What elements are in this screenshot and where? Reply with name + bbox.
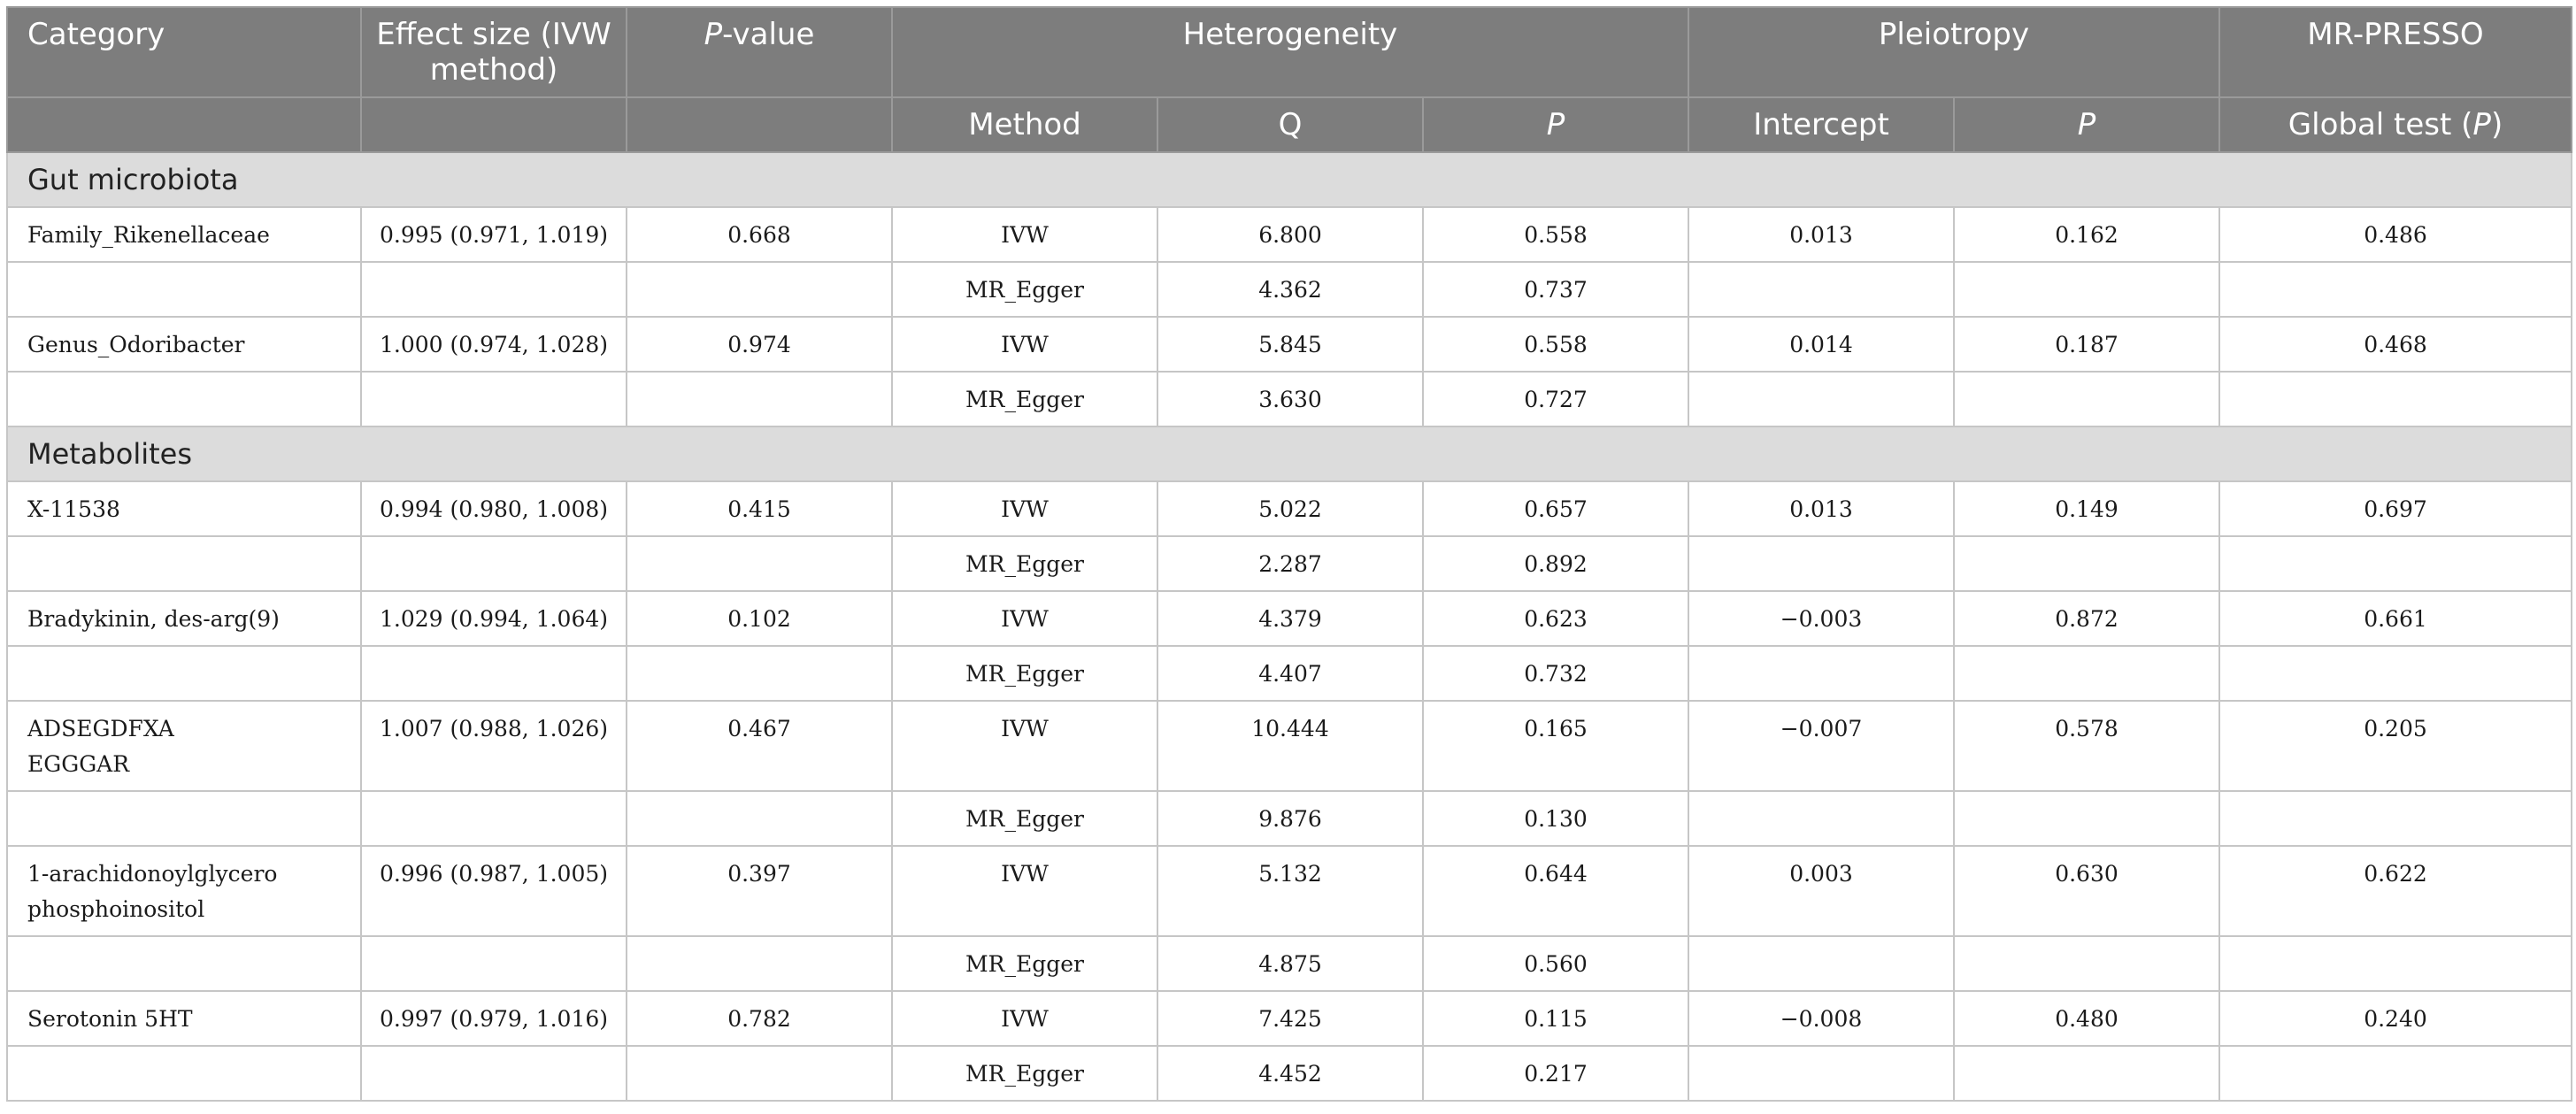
- q-cell: 7.425: [1157, 991, 1423, 1046]
- heterogeneity-p-cell: 0.130: [1423, 791, 1688, 846]
- table-row: [7, 372, 2572, 426]
- header-empty-cell: [361, 97, 627, 152]
- method-cell: MR_Egger: [892, 646, 1157, 701]
- category-cell: [7, 262, 361, 317]
- q-cell: 4.875: [1157, 936, 1423, 991]
- header-pleiotropy-p: P: [1954, 97, 2219, 152]
- global-test-cell: 0.697: [2219, 481, 2572, 536]
- heterogeneity-p-cell: 0.560: [1423, 936, 1688, 991]
- heterogeneity-p-cell: 0.727: [1423, 372, 1688, 426]
- table-row: [7, 591, 2572, 646]
- q-cell: 5.845: [1157, 317, 1423, 372]
- header-global-test: Global test (P): [2219, 97, 2572, 152]
- effect-size-cell: [361, 1046, 627, 1101]
- q-cell: 4.407: [1157, 646, 1423, 701]
- category-cell: [7, 372, 361, 426]
- intercept-cell: [1688, 1046, 1954, 1101]
- table-row: [7, 791, 2572, 846]
- section-title: Gut microbiota: [7, 152, 2572, 207]
- table-row: [7, 846, 2572, 936]
- global-test-cell: [2219, 262, 2572, 317]
- table-row: [7, 536, 2572, 591]
- p-value-cell: [627, 936, 892, 991]
- effect-size-cell: 1.007 (0.988, 1.026): [361, 701, 627, 791]
- pleiotropy-p-cell: [1954, 262, 2219, 317]
- header-intercept: Intercept: [1688, 97, 1954, 152]
- table-row: [7, 481, 2572, 536]
- category-cell: 1-arachidonoylglycero phosphoinositol: [7, 846, 361, 936]
- q-cell: 4.379: [1157, 591, 1423, 646]
- method-cell: MR_Egger: [892, 1046, 1157, 1101]
- method-cell: IVW: [892, 846, 1157, 936]
- effect-size-cell: [361, 536, 627, 591]
- effect-size-cell: 0.995 (0.971, 1.019): [361, 207, 627, 262]
- header-method: Method: [892, 97, 1157, 152]
- category-cell: ADSEGDFXA EGGGAR: [7, 701, 361, 791]
- intercept-cell: −0.007: [1688, 701, 1954, 791]
- table-row: [7, 262, 2572, 317]
- category-cell: X-11538: [7, 481, 361, 536]
- intercept-cell: [1688, 372, 1954, 426]
- global-test-cell: 0.622: [2219, 846, 2572, 936]
- header-pleiotropy: Pleiotropy: [1688, 7, 2219, 97]
- p-value-cell: 0.102: [627, 591, 892, 646]
- intercept-cell: [1688, 536, 1954, 591]
- q-cell: 10.444: [1157, 701, 1423, 791]
- pleiotropy-p-cell: 0.480: [1954, 991, 2219, 1046]
- method-cell: IVW: [892, 991, 1157, 1046]
- intercept-cell: [1688, 262, 1954, 317]
- global-test-cell: 0.486: [2219, 207, 2572, 262]
- heterogeneity-p-cell: 0.892: [1423, 536, 1688, 591]
- heterogeneity-p-cell: 0.732: [1423, 646, 1688, 701]
- p-value-cell: 0.415: [627, 481, 892, 536]
- section-row-gut-microbiota: [7, 152, 2572, 207]
- global-test-cell: [2219, 646, 2572, 701]
- p-value-cell: 0.782: [627, 991, 892, 1046]
- global-test-cell: [2219, 936, 2572, 991]
- global-test-cell: [2219, 372, 2572, 426]
- effect-size-cell: [361, 936, 627, 991]
- intercept-cell: −0.008: [1688, 991, 1954, 1046]
- method-cell: MR_Egger: [892, 536, 1157, 591]
- effect-size-cell: 1.029 (0.994, 1.064): [361, 591, 627, 646]
- intercept-cell: −0.003: [1688, 591, 1954, 646]
- pleiotropy-p-cell: 0.162: [1954, 207, 2219, 262]
- p-value-cell: [627, 791, 892, 846]
- global-test-cell: 0.240: [2219, 991, 2572, 1046]
- heterogeneity-p-cell: 0.558: [1423, 207, 1688, 262]
- header-effect-size: Effect size (IVW method): [361, 7, 627, 97]
- method-cell: IVW: [892, 591, 1157, 646]
- table-row: [7, 1046, 2572, 1101]
- category-cell: [7, 536, 361, 591]
- header-mr-presso: MR-PRESSO: [2219, 7, 2572, 97]
- method-cell: MR_Egger: [892, 372, 1157, 426]
- pleiotropy-p-cell: 0.630: [1954, 846, 2219, 936]
- effect-size-cell: [361, 791, 627, 846]
- global-test-cell: 0.468: [2219, 317, 2572, 372]
- effect-size-cell: [361, 262, 627, 317]
- header-empty-cell: [7, 97, 361, 152]
- method-cell: MR_Egger: [892, 936, 1157, 991]
- pleiotropy-p-cell: 0.578: [1954, 701, 2219, 791]
- q-cell: 4.452: [1157, 1046, 1423, 1101]
- intercept-cell: 0.014: [1688, 317, 1954, 372]
- method-cell: MR_Egger: [892, 791, 1157, 846]
- header-category: Category: [7, 7, 361, 97]
- effect-size-cell: [361, 372, 627, 426]
- global-test-cell: 0.205: [2219, 701, 2572, 791]
- heterogeneity-p-cell: 0.623: [1423, 591, 1688, 646]
- effect-size-cell: 1.000 (0.974, 1.028): [361, 317, 627, 372]
- header-heterogeneity: Heterogeneity: [892, 7, 1688, 97]
- q-cell: 6.800: [1157, 207, 1423, 262]
- heterogeneity-p-cell: 0.644: [1423, 846, 1688, 936]
- section-row-metabolites: [7, 426, 2572, 481]
- header-heterogeneity-p: P: [1423, 97, 1688, 152]
- heterogeneity-p-cell: 0.657: [1423, 481, 1688, 536]
- section-title: Metabolites: [7, 426, 2572, 481]
- global-test-cell: 0.661: [2219, 591, 2572, 646]
- p-value-cell: [627, 262, 892, 317]
- table-row: [7, 317, 2572, 372]
- pleiotropy-p-cell: 0.187: [1954, 317, 2219, 372]
- category-cell: [7, 1046, 361, 1101]
- pleiotropy-p-cell: 0.149: [1954, 481, 2219, 536]
- table-row: [7, 991, 2572, 1046]
- pleiotropy-p-cell: [1954, 1046, 2219, 1101]
- heterogeneity-p-cell: 0.115: [1423, 991, 1688, 1046]
- effect-size-cell: [361, 646, 627, 701]
- mr-results-table: [6, 6, 2572, 1102]
- pleiotropy-p-cell: [1954, 372, 2219, 426]
- global-test-cell: [2219, 1046, 2572, 1101]
- heterogeneity-p-cell: 0.165: [1423, 701, 1688, 791]
- q-cell: 5.132: [1157, 846, 1423, 936]
- p-value-cell: 0.397: [627, 846, 892, 936]
- category-cell: Bradykinin, des-arg(9): [7, 591, 361, 646]
- p-value-cell: 0.467: [627, 701, 892, 791]
- intercept-cell: 0.003: [1688, 846, 1954, 936]
- p-value-cell: 0.668: [627, 207, 892, 262]
- q-cell: 3.630: [1157, 372, 1423, 426]
- header-row-sub: [7, 97, 2572, 152]
- global-test-cell: [2219, 536, 2572, 591]
- pleiotropy-p-cell: [1954, 536, 2219, 591]
- header-empty-cell: [627, 97, 892, 152]
- p-value-cell: 0.974: [627, 317, 892, 372]
- table-row: [7, 646, 2572, 701]
- header-row-top: [7, 7, 2572, 97]
- intercept-cell: [1688, 791, 1954, 846]
- p-value-cell: [627, 646, 892, 701]
- effect-size-cell: 0.996 (0.987, 1.005): [361, 846, 627, 936]
- header-q: Q: [1157, 97, 1423, 152]
- category-cell: Genus_Odoribacter: [7, 317, 361, 372]
- intercept-cell: 0.013: [1688, 481, 1954, 536]
- q-cell: 2.287: [1157, 536, 1423, 591]
- category-cell: Family_Rikenellaceae: [7, 207, 361, 262]
- heterogeneity-p-cell: 0.737: [1423, 262, 1688, 317]
- q-cell: 4.362: [1157, 262, 1423, 317]
- pleiotropy-p-cell: [1954, 936, 2219, 991]
- table-row: [7, 701, 2572, 791]
- table-row: [7, 936, 2572, 991]
- effect-size-cell: 0.994 (0.980, 1.008): [361, 481, 627, 536]
- method-cell: IVW: [892, 317, 1157, 372]
- method-cell: IVW: [892, 481, 1157, 536]
- p-value-cell: [627, 536, 892, 591]
- global-test-cell: [2219, 791, 2572, 846]
- heterogeneity-p-cell: 0.558: [1423, 317, 1688, 372]
- effect-size-cell: 0.997 (0.979, 1.016): [361, 991, 627, 1046]
- q-cell: 5.022: [1157, 481, 1423, 536]
- table-row: [7, 207, 2572, 262]
- heterogeneity-p-cell: 0.217: [1423, 1046, 1688, 1101]
- intercept-cell: 0.013: [1688, 207, 1954, 262]
- method-cell: MR_Egger: [892, 262, 1157, 317]
- category-cell: [7, 936, 361, 991]
- p-value-cell: [627, 372, 892, 426]
- pleiotropy-p-cell: [1954, 791, 2219, 846]
- intercept-cell: [1688, 936, 1954, 991]
- header-p-value: P-value: [627, 7, 892, 97]
- method-cell: IVW: [892, 207, 1157, 262]
- method-cell: IVW: [892, 701, 1157, 791]
- q-cell: 9.876: [1157, 791, 1423, 846]
- pleiotropy-p-cell: [1954, 646, 2219, 701]
- pleiotropy-p-cell: 0.872: [1954, 591, 2219, 646]
- intercept-cell: [1688, 646, 1954, 701]
- p-value-cell: [627, 1046, 892, 1101]
- category-cell: [7, 646, 361, 701]
- category-cell: [7, 791, 361, 846]
- category-cell: Serotonin 5HT: [7, 991, 361, 1046]
